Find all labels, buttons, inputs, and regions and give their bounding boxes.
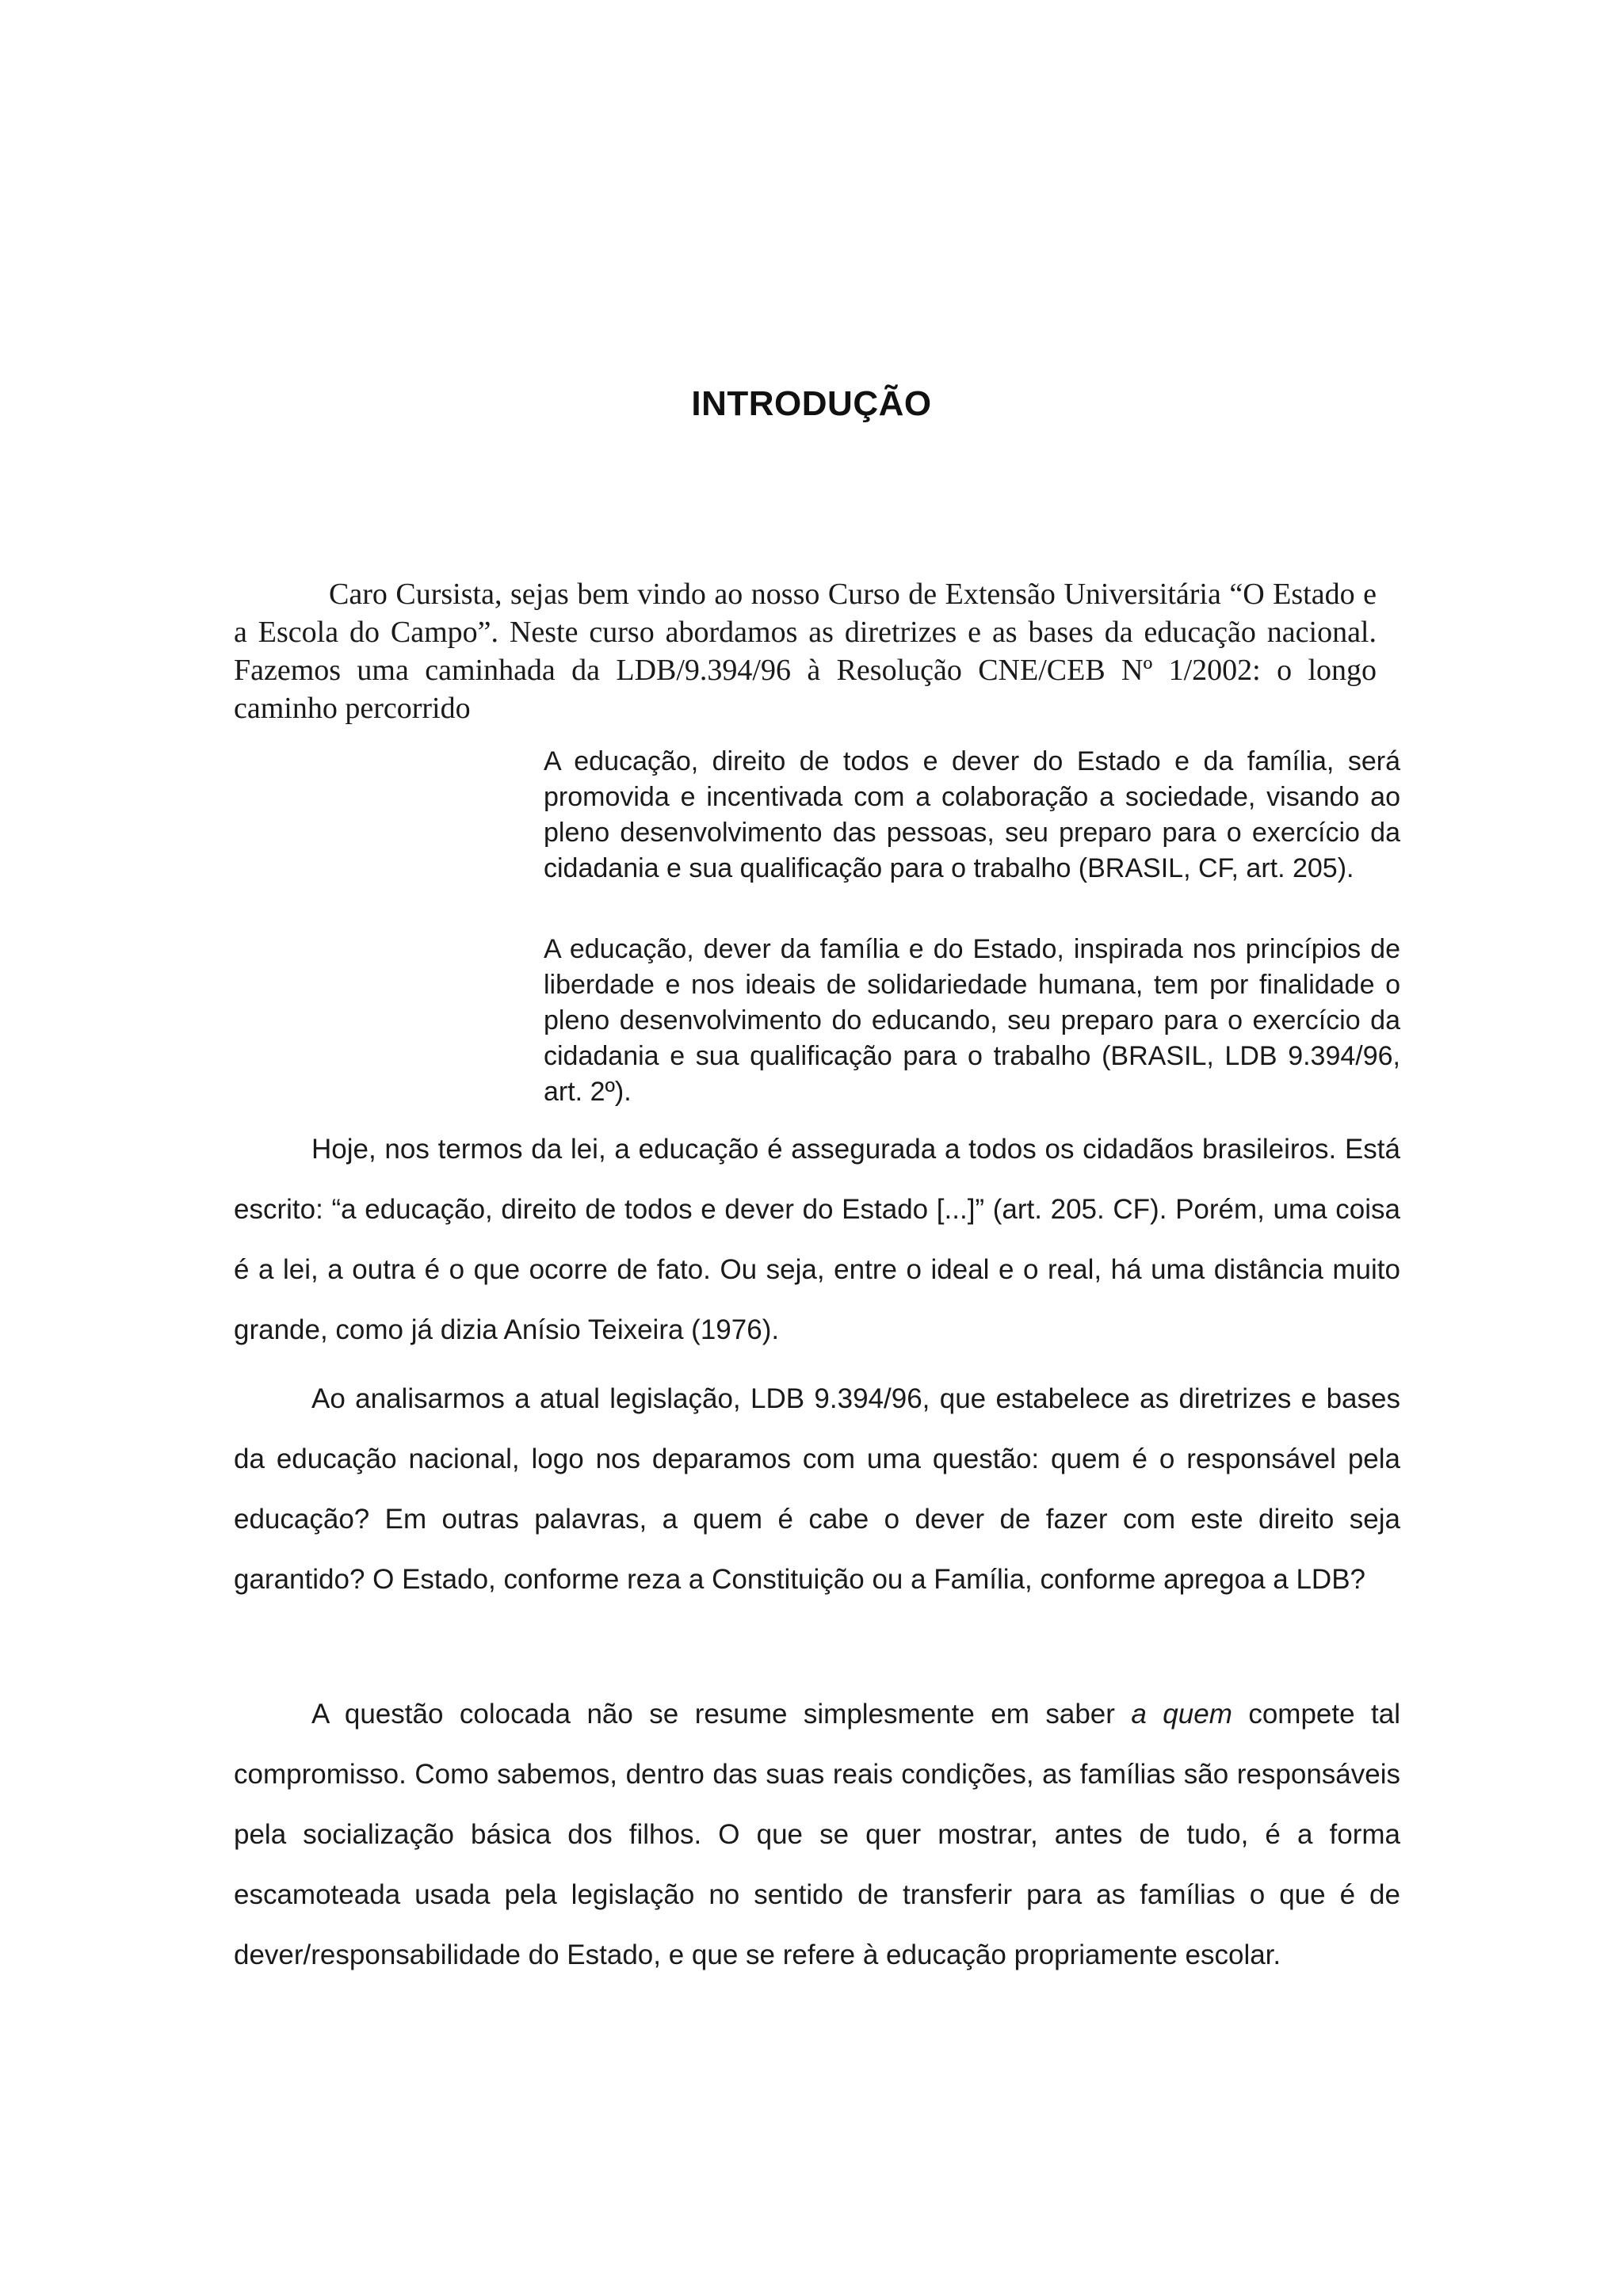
intro-block <box>234 575 1377 727</box>
block-quote-constitution: A educação, direito de todos e dever do Estado e da família, será promovida e incentivada com a colaboração a sociedade, visando ao pleno desenvolvimento das pessoas, seu preparo para o exercício da cidadania e sua qualificação para o trabalho (BRASIL, CF, art. 205). <box>544 746 1400 883</box>
block-quote-ldb: A educação, dever da família e do Estado, inspirada nos princípios de liberdade e nos ideais de solidariedade humana, tem por finalidade o pleno desenvolvimento do educando, seu preparo para o exercício da cidadania e sua qualificação para o trabalho (BRASIL, LDB 9.394/96, art. 2º). <box>544 934 1400 1107</box>
intro-paragraph: Caro Cursista, sejas bem vindo ao nosso Curso de Extensão Universitária “O Estado e a Escola do Campo”. Neste curso abordamos as diretrizes e as bases da educação nacional. Fazemos uma caminhada da LDB/9.394/96 à Resolução CNE/CEB Nº 1/2002: o longo caminho percorrido <box>234 578 1377 725</box>
body-paragraph-2: Ao analisarmos a atual legislação, LDB 9.394/96, que estabelece as diretrizes e bases da educação nacional, logo nos deparamos com uma questão: quem é o responsável pela educação? Em outras palavras, a quem é cabe o dever de fazer com este direito seja garantido? O Estado, conforme reza a Constituição ou a Família, conforme apregoa a LDB? <box>234 1383 1400 1595</box>
body-paragraph-1: Hoje, nos termos da lei, a educação é assegurada a todos os cidadãos brasileiros. Está escrito: “a educação, direito de todos e dever do Estado [...]” (art. 205. CF). Porém, uma coisa é a lei, a outra é o que ocorre de fato. Ou seja, entre o ideal e o real, há uma distância muito grande, como já dizia Anísio Teixeira (1976). <box>234 1134 1400 1345</box>
body-paragraph-3 <box>234 1684 1400 1985</box>
page-title: INTRODUÇÃO <box>691 384 932 424</box>
body-paragraph-3-end: compete tal compromisso. Como sabemos, dentro das suas reais condições, as famílias são responsáveis pela socialização básica dos filhos. O que se quer mostrar, antes de tudo, é a forma escamoteada usada pela legislação no sentido de transferir para as famílias o que é de dever/responsabilidade do Estado, e que se refere à educação propriamente escolar. <box>234 1699 1400 1970</box>
body-paragraph-3-start: A questão colocada não se resume simplesmente em saber <box>311 1699 1132 1730</box>
italic-emphasis: a quem <box>1131 1699 1232 1730</box>
